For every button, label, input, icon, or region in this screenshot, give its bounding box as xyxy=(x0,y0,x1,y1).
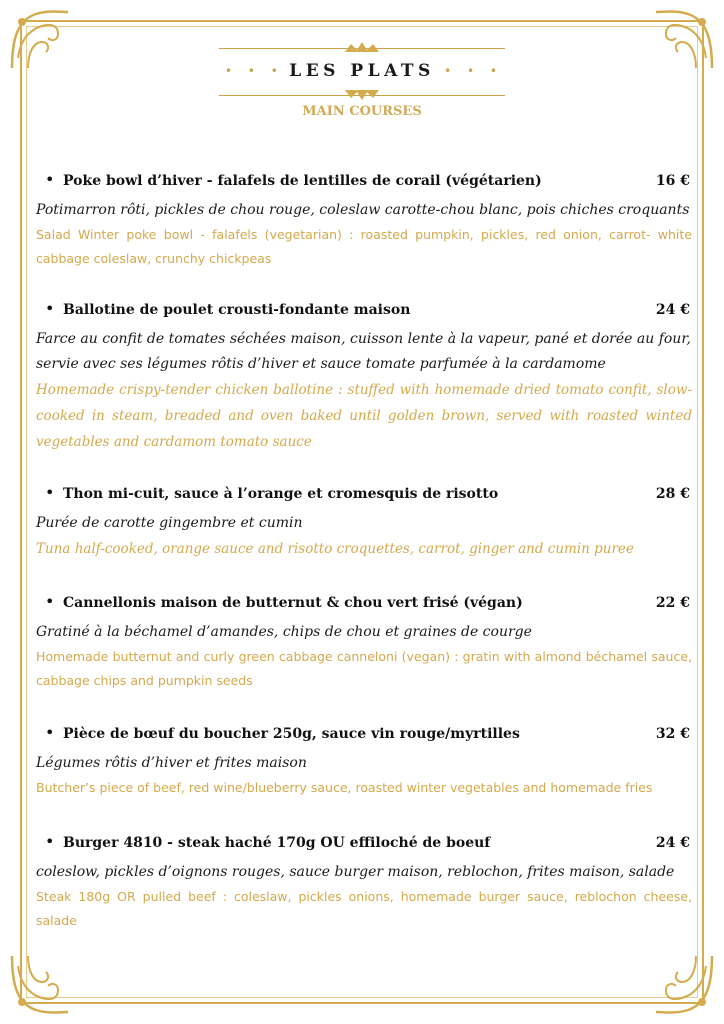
dish-price: 32 € xyxy=(655,726,690,742)
dish-price: 24 € xyxy=(655,835,690,851)
corner-ornament-icon xyxy=(8,950,74,1016)
bullet-icon: • xyxy=(45,723,55,742)
dish-price: 28 € xyxy=(655,486,690,502)
header-dots-right: • • • xyxy=(444,64,503,78)
menu-item xyxy=(36,590,692,693)
dish-description-fr: Farce au confit de tomates séchées maison, cuisson lente à la vapeur, pané et dorée au four, servie avec ses légumes rôtis d’hiver et sauce tomate parfumée à la cardamome xyxy=(36,331,691,372)
corner-ornament-icon xyxy=(8,8,74,74)
bullet-icon: • xyxy=(45,299,55,318)
dish-description-fr: Purée de carotte gingembre et cumin xyxy=(36,515,303,531)
dish-description-fr: Gratiné à la béchamel d’amandes, chips de chou et graines de courge xyxy=(36,624,532,640)
dish-name: Pièce de bœuf du boucher 250g, sauce vin rouge/myrtilles xyxy=(63,726,520,742)
bullet-icon: • xyxy=(45,170,55,189)
header-dots-left: • • • xyxy=(225,64,284,78)
bullet-icon: • xyxy=(45,832,55,851)
dish-description-en: Steak 180g OR pulled beef : coleslaw, pickles onions, homemade burger sauce, reblochon cheese, salade xyxy=(36,889,692,928)
page-subtitle: MAIN COURSES xyxy=(302,104,422,119)
dish-price: 22 € xyxy=(655,595,690,611)
menu-item xyxy=(36,721,692,800)
dish-description-en: Salad Winter poke bowl - falafels (vegetarian) : roasted pumpkin, pickles, red onion, carrot- white cabbage coleslaw, crunchy chickpeas xyxy=(36,227,692,266)
menu-list xyxy=(36,168,692,933)
dish-name: Poke bowl d’hiver - falafels de lentilles de corail (végétarien) xyxy=(63,173,542,189)
menu-item xyxy=(36,481,692,562)
dish-name: Thon mi-cuit, sauce à l’orange et cromesquis de risotto xyxy=(63,486,499,502)
dish-description-en: Butcher’s piece of beef, red wine/blueberry sauce, roasted winter vegetables and homemade fries xyxy=(36,780,653,795)
corner-ornament-icon xyxy=(650,8,716,74)
dish-price: 24 € xyxy=(655,302,690,318)
crown-ornament-icon xyxy=(341,40,383,54)
dish-name: Ballotine de poulet crousti-fondante maison xyxy=(63,302,411,318)
dish-description-fr: Légumes rôtis d’hiver et frites maison xyxy=(36,755,307,771)
bullet-icon: • xyxy=(45,592,55,611)
page-title: LES PLATS xyxy=(289,61,435,81)
menu-item xyxy=(36,297,692,455)
dish-description-en: Tuna half-cooked, orange sauce and risotto croquettes, carrot, ginger and cumin puree xyxy=(36,541,634,557)
bullet-icon: • xyxy=(45,483,55,502)
menu-item xyxy=(36,830,692,933)
dish-name: Cannellonis maison de butternut & chou vert frisé (végan) xyxy=(63,595,523,611)
dish-price: 16 € xyxy=(655,173,690,189)
dish-description-fr: coleslow, pickles d’oignons rouges, sauce burger maison, reblochon, frites maison, salade xyxy=(36,864,675,880)
section-header xyxy=(219,40,505,130)
crown-ornament-icon xyxy=(341,88,383,102)
corner-ornament-icon xyxy=(650,950,716,1016)
dish-description-en: Homemade butternut and curly green cabbage canneloni (vegan) : gratin with almond béchamel sauce, cabbage chips and pumpkin seeds xyxy=(36,649,692,688)
dish-description-fr: Potimarron rôti, pickles de chou rouge, coleslaw carotte-chou blanc, pois chiches croquants xyxy=(36,202,690,218)
dish-description-en: Homemade crispy-tender chicken ballotine : stuffed with homemade dried tomato confit, slow-cooked in steam, breaded and oven baked until golden brown, served with roasted winted vegetables and cardamom tomato sauce xyxy=(36,382,692,450)
dish-name: Burger 4810 - steak haché 170g OU effiloché de boeuf xyxy=(63,835,491,851)
menu-item xyxy=(36,168,692,271)
